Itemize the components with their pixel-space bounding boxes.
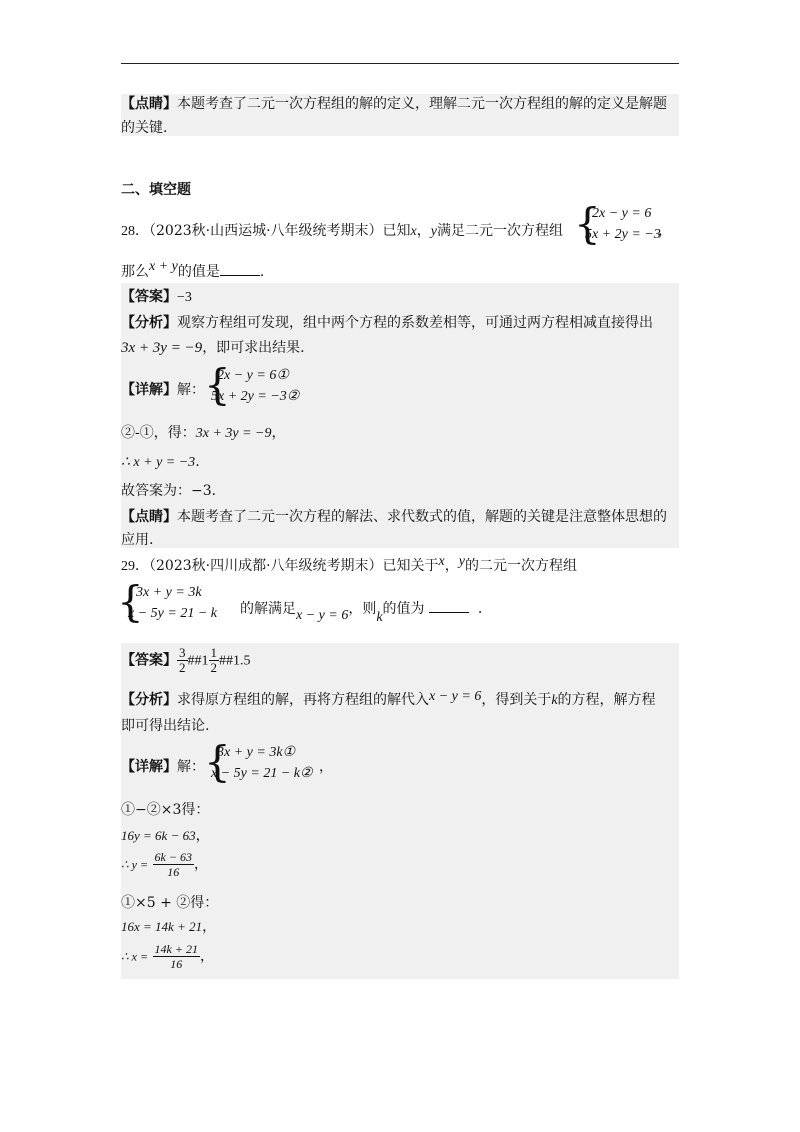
note-tag: 【点睛】 [121,96,177,112]
q29-analysis1 [121,690,656,711]
cond-a: 的解满足 [240,601,296,617]
step1-end: ， [271,425,286,441]
q29-step2 [121,826,210,846]
analysis-expr: 3x + 3y = −9 [121,340,203,356]
q29-condition [240,598,483,625]
answer-sep2: ##1.5 [219,653,251,669]
q29-detail-label [121,757,205,777]
q28-ask [121,261,264,283]
q29-step3 [121,850,208,879]
note-text: 本题考查了二元一次方程组的解的定义，理解二元一次方程组的解的定义是解题 [177,96,667,112]
q28-step2 [121,452,200,473]
q28-final: 故答案为：−3． [121,483,226,499]
q29-number: 29． [121,559,149,574]
cond-c: 的值为 [382,601,425,617]
analysis-c: 的方程，解方程 [557,692,656,708]
var-x: x [410,224,417,239]
analysis-tag: 【分析】 [121,315,177,331]
q29-eq2: x − 5y = 21 − k [128,606,217,621]
ask-b: 的值是 [177,264,220,280]
frac-den: 2 [210,660,217,675]
answer-blank [220,261,260,276]
var-y: y [430,224,437,239]
detail-label: 解： [177,759,205,775]
frac-den: 2 [179,660,186,675]
top-note-line1 [121,94,667,114]
frac-num: 3 [179,645,186,660]
frac-den: 16 [170,957,183,971]
frac-num: 1 [210,645,217,660]
step2-end: . [195,454,200,470]
q28-analysis1 [121,313,653,333]
step3-pre: ∴ y = [121,857,149,872]
var-x: x [438,554,445,569]
q28-step1 [121,423,286,444]
answer-value: −3 [177,290,192,305]
var-k: k [551,693,558,708]
frac-den: 16 [167,865,180,879]
step1-expr: 3x + 3y = −9 [195,426,272,441]
q28-analysis2 [121,338,305,358]
q29-step4: ①×5 + ②得： [121,895,219,911]
ask-expr: x + y [149,259,178,274]
q29-eq1: 3x + y = 3k [136,585,202,600]
q28-source: （2023秋·山西运城·八年级统考期末） [149,223,383,239]
q29-detail-eq1: 3x + y = 3k① [217,745,296,760]
step2-expr: ∴ x + y = −3 [121,455,196,470]
ask-end: . [259,264,265,280]
step5-end: ， [202,919,217,935]
q29-detail-eq2: x − 5y = 21 − k② [211,766,313,781]
step3-end: ， [193,856,208,873]
comma: ， [416,223,431,239]
q28-detail-eq2: 5x + 2y = −3② [211,389,300,404]
q29-stem-a: 已知关于 [382,558,439,574]
q29-stem [121,556,577,577]
q29-step6 [121,942,214,971]
detail-tag: 【详解】 [121,382,177,398]
q28-eq2: 5x + 2y = −3 [585,227,661,242]
cond-expr: x − y = 6 [296,608,349,623]
q28-detail-label [121,380,205,400]
answer-tag: 【答案】 [121,652,177,669]
q28-answer [121,287,192,308]
frac-num: 6k − 63 [154,850,192,864]
cond-end: . [477,601,483,617]
analysis-expr: x − y = 6 [429,689,482,704]
note-tag: 【点睛】 [121,509,177,525]
analysis-text: 观察方程组可发现，组中两个方程的系数差相等，可通过两方程相减直接得出 [177,315,653,331]
q28-stem-a: 已知 [382,223,411,239]
answer-fraction-2 [209,646,220,675]
frac-num: 14k + 21 [154,942,198,956]
q28-detail-eq1: 2x − y = 6① [217,368,289,383]
answer-fraction-1 [177,646,188,675]
step2-expr: 16y = 6k − 63 [121,828,196,843]
q29-brace: { [117,577,144,626]
detail-tag: 【详解】 [121,759,177,775]
q28-brace: { [574,199,601,248]
analysis-a: 求得原方程组的解，再将方程组的解代入 [177,692,429,708]
q28-detail-brace: { [204,360,231,409]
step6-fraction [153,942,200,971]
q29-detail-comma: ， [319,759,333,775]
q28-stem [121,221,563,242]
answer-sep1: ##1 [187,653,209,669]
analysis-text2: ，即可求出结果. [202,340,305,356]
q29-answer [121,646,251,676]
analysis-tag: 【分析】 [121,692,177,708]
answer-blank [429,598,469,613]
var-y: y [458,554,465,569]
top-note-line2: 的关键. [121,120,168,136]
q29-analysis2: 即可得出结论. [121,718,210,734]
q28-stem-b: 满足二元一次方程组 [436,223,563,239]
answer-tag: 【答案】 [121,289,177,305]
section-title: 二、填空题 [121,182,191,198]
q29-step5 [121,917,216,937]
q29-source: （2023秋·四川成都·八年级统考期末） [149,558,383,574]
step6-pre: ∴ x = [121,949,149,964]
cond-b: ，则 [348,601,377,617]
note-text: 本题考查了二元一次方程的解法、求代数式的值，解题的关键是注意整体思想的 [177,509,667,525]
comma: ， [444,558,459,574]
detail-label: 解： [177,382,205,398]
header-rule [121,63,679,64]
step1-a: ②-①，得： [121,425,196,441]
step3-fraction [153,850,194,879]
var-k: k [376,610,383,625]
q28-note2: 应用. [121,532,154,548]
step5-expr: 16x = 14k + 21 [121,919,203,934]
q28-note1 [121,507,667,527]
q29-stem-b: 的二元一次方程组 [464,558,577,574]
step2-end: ， [195,828,210,844]
analysis-b: ，得到关于 [481,692,552,708]
q29-detail-brace: { [204,737,231,786]
ask-a: 那么 [121,264,149,280]
q28-number: 28． [121,224,149,239]
step6-end: ， [199,948,214,965]
q28-trail-comma: ， [658,223,672,239]
q29-step1: ①−②×3得： [121,802,210,818]
q28-eq1: 2x − y = 6 [592,206,652,221]
